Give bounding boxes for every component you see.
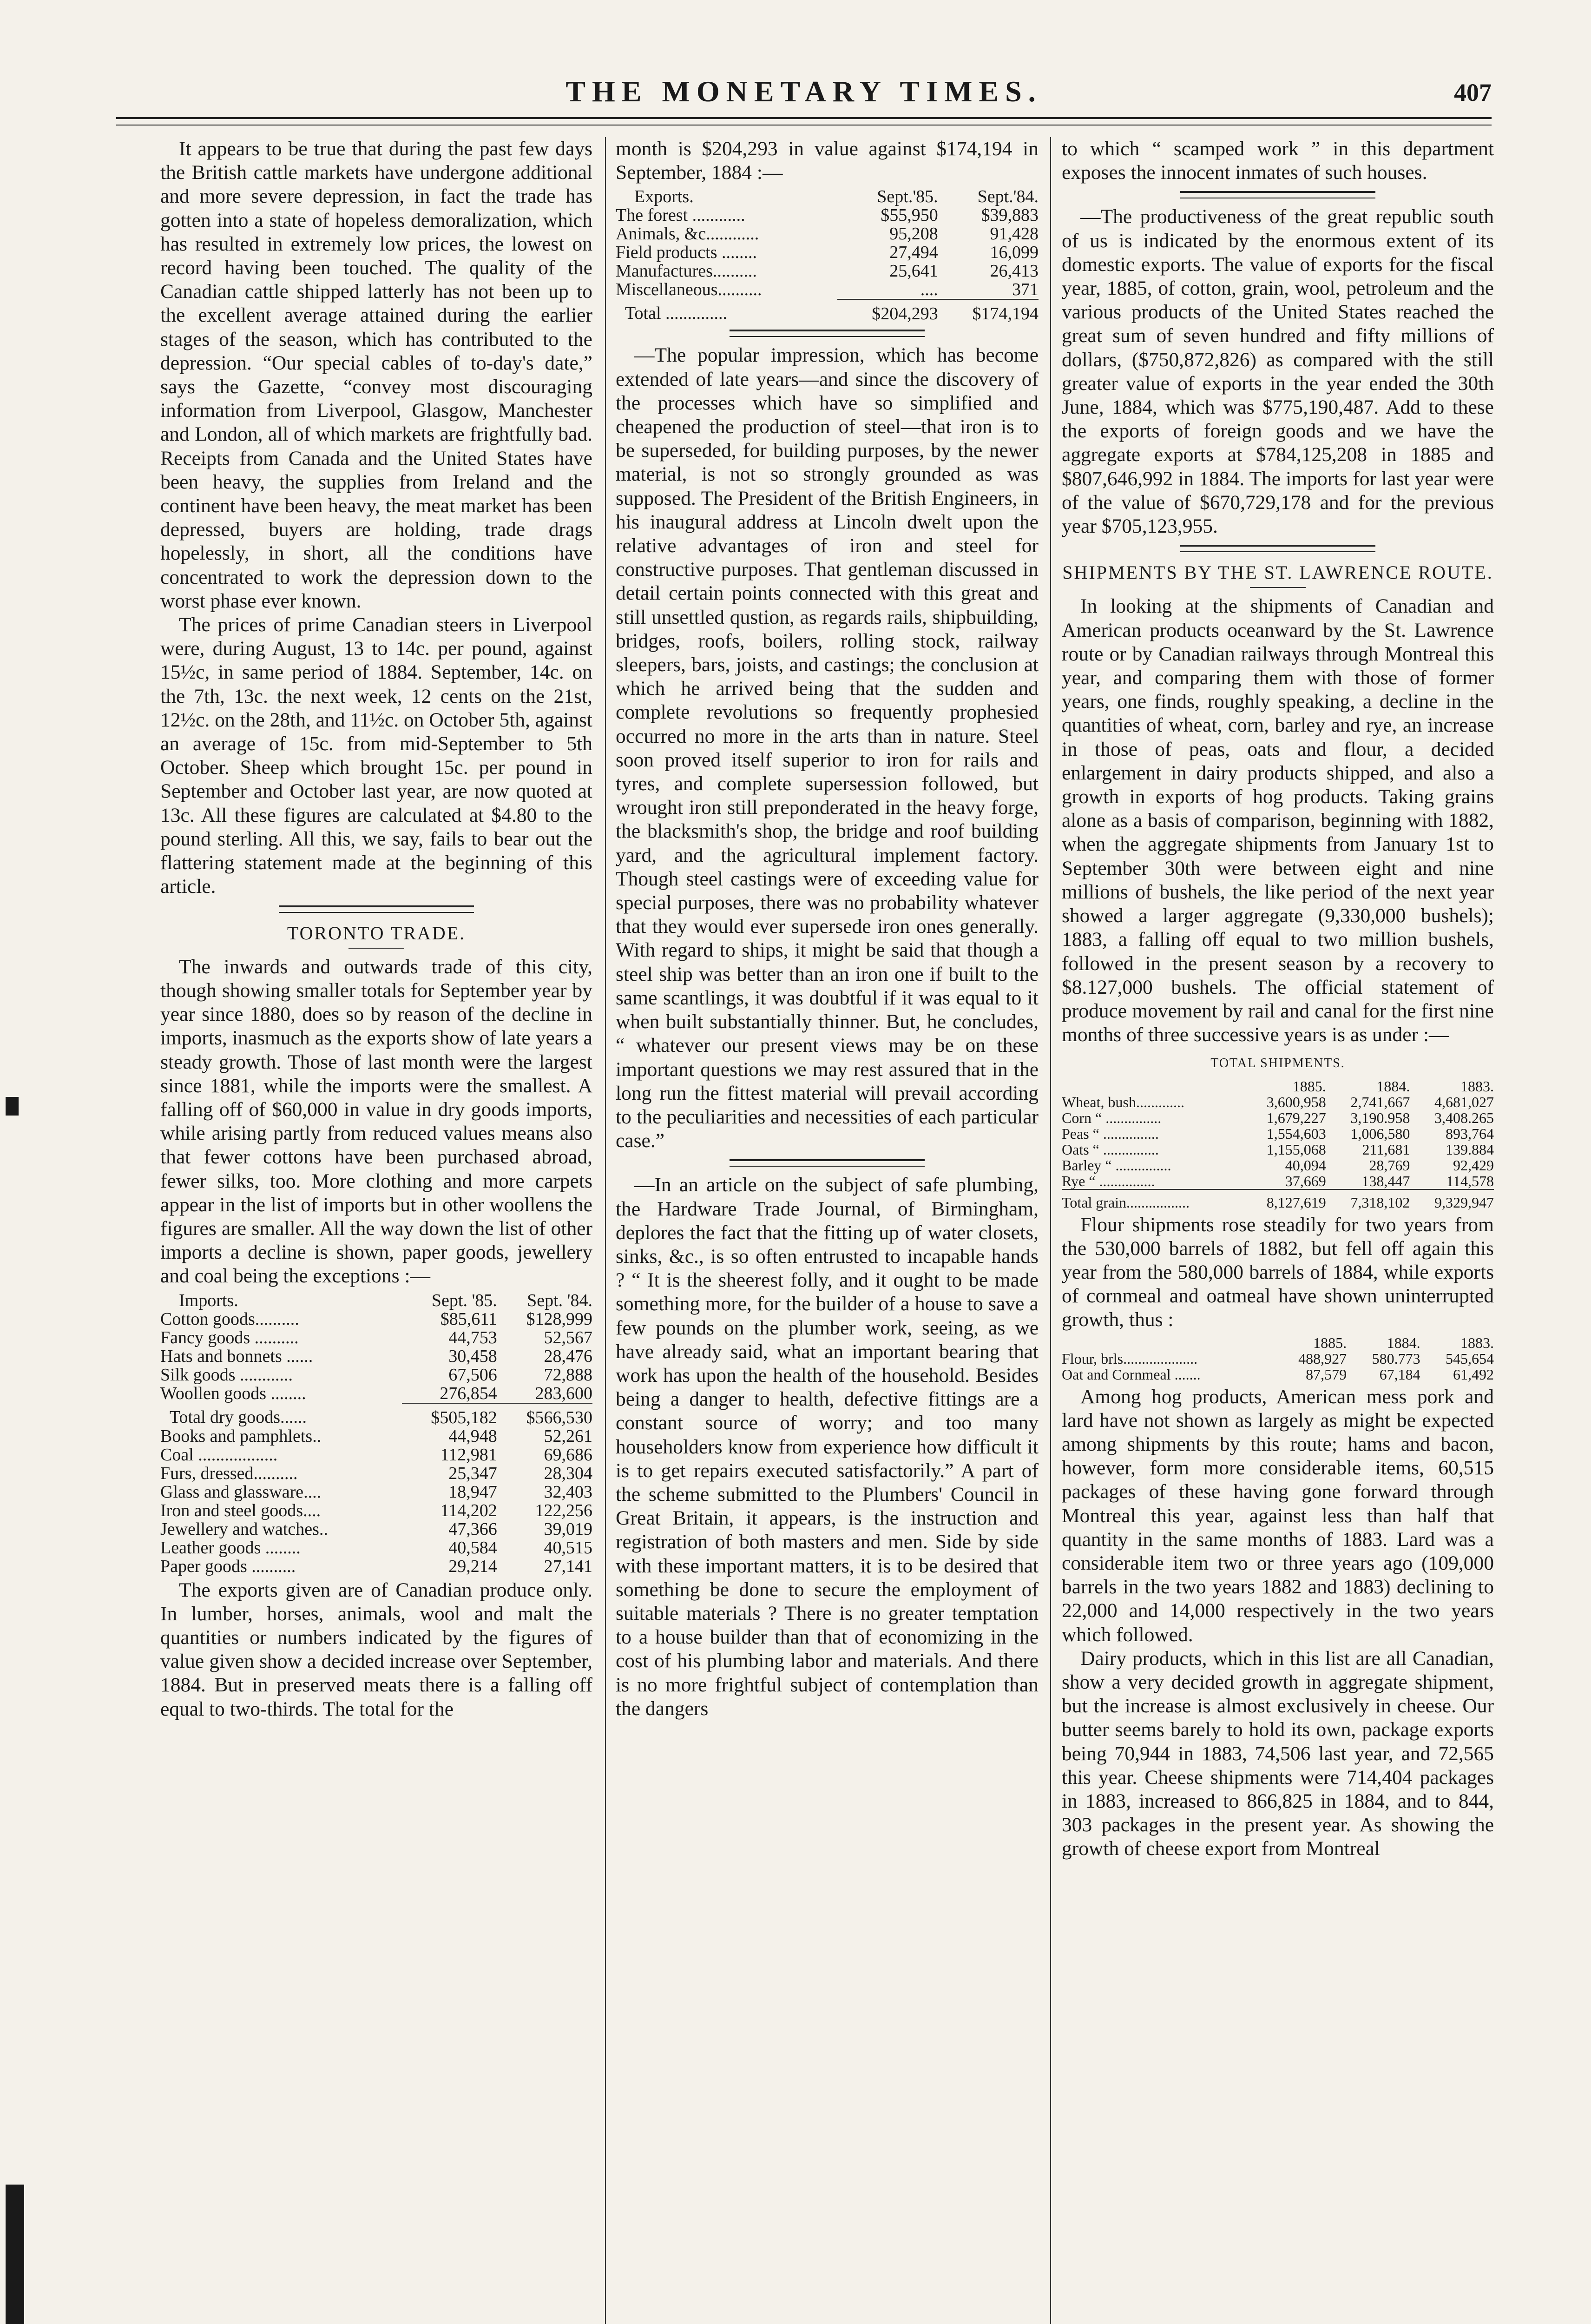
table-cell: 28,476 — [544, 1346, 592, 1366]
exports-table — [616, 187, 1039, 323]
toronto-trade-paragraph: The inwards and outwards trade of this city, though showing smaller totals for September year by year since 1880, does so by reason of the decline in imports, inasmuch as the exports show of late years a steady growth. Those of last month were the largest since 1881, while the imports were the smallest. A falling off of $60,000 in value in dry goods imports, while arising partly from reduced values means also that fewer cottons have been purchased abroad, fewer silks, too. More clothing and more carpets appear in the list of imports but in other woollens the figures are smaller. All the way down the list of other imports a decline is shown, paper goods, jewellery and coal being the exceptions :— — [160, 955, 592, 1287]
table-row — [160, 1520, 592, 1538]
table-row — [1062, 1367, 1494, 1382]
table-cell: 25,347 — [448, 1463, 497, 1483]
table-cell: $39,883 — [981, 205, 1039, 225]
table-cell: Oats “ ............... — [1062, 1141, 1159, 1158]
table-cell: 8,127,619 — [1242, 1189, 1326, 1210]
table-cell: Furs, dressed.......... — [160, 1463, 298, 1483]
table-cell: $128,999 — [526, 1309, 592, 1329]
section-divider — [279, 905, 474, 913]
table-cell: Total dry goods...... — [170, 1407, 307, 1427]
hog-products-paragraph: Among hog products, American mess pork and lard have not shown as largely as might be expected among shipments by this route; hams and bacon, however, form more considerable items, 60,515 packages of these having gone forward through Montreal this year, against less than half that quantity in the same months of 1883. Lard was a considerable item two or three years ago (109,000 barrels in the two years 1882 and 1883) declining to 22,000 and 14,000 respectively in the two years which followed. — [1062, 1385, 1494, 1646]
table-cell: 580.773 — [1372, 1350, 1420, 1367]
table-cell: Oat and Cornmeal ....... — [1062, 1366, 1201, 1383]
table-cell: Iron and steel goods.... — [160, 1500, 321, 1520]
table-cell: Flour, brls.................... — [1062, 1350, 1198, 1367]
table-cell: 3,600,958 — [1266, 1093, 1326, 1110]
table-cell: 122,256 — [535, 1500, 592, 1520]
table-cell: $85,611 — [440, 1309, 497, 1329]
flour-shipments-table — [1062, 1335, 1494, 1382]
st-lawrence-paragraph: In looking at the shipments of Canadian and American products oceanward by the St. Lawrence route or by Canadian railways through Montreal this year, and comparing them with those of former years, one finds, roughly speaking, a decline in the quantities of wheat, corn, barley and rye, an increase in those of peas, oats and flour, a decided enlargement in dairy products shipped, and also a growth in exports of hog products. Taking grains alone as a basis of comparison, beginning with 1882, when the aggregate shipments from January 1st to September 30th were between eight and nine millions of bushels, the like period of the next year showed a larger aggregate (9,330,000 bushels); 1883, a falling off equal to two million bushels, followed in the present season by a recovery to $8.127,000 bushels. The official statement of produce movement by rail and canal for the first nine months of three successive years is as under :— — [1062, 595, 1494, 1046]
table-row — [160, 1347, 592, 1366]
table-cell: Fancy goods .......... — [160, 1327, 299, 1347]
table-cell: Glass and glassware.... — [160, 1482, 322, 1502]
table-cell: 114,578 — [1446, 1172, 1494, 1189]
table-cell: 92,429 — [1453, 1156, 1494, 1174]
table-cell: 28,769 — [1369, 1156, 1410, 1174]
table-row — [616, 243, 1039, 262]
table-cell: 276,854 — [440, 1383, 497, 1403]
table-cell: 27,141 — [544, 1556, 592, 1576]
table-row — [1062, 1157, 1494, 1173]
table-cell: Books and pamphlets.. — [160, 1426, 322, 1446]
table-header-row — [616, 187, 1039, 206]
table-cell: 18,947 — [448, 1482, 497, 1502]
table-cell: Wheat, bush............. — [1062, 1093, 1184, 1110]
table-cell: Animals, &c............ — [616, 224, 759, 244]
table-cell: 28,304 — [544, 1463, 592, 1483]
table-cell: 16,099 — [990, 243, 1039, 263]
table-cell: 32,403 — [544, 1482, 592, 1502]
section-heading: TORONTO TRADE. — [287, 922, 466, 944]
table-cell: Leather goods ........ — [160, 1538, 301, 1558]
table-cell: 44,753 — [448, 1327, 497, 1347]
table-row — [160, 1328, 592, 1347]
table-cell: $55,950 — [881, 205, 938, 225]
table-total-row — [1062, 1189, 1494, 1210]
table-cell: 69,686 — [544, 1445, 592, 1465]
column-header: Sept.'84. — [977, 187, 1039, 207]
margin-mark — [6, 2185, 24, 2324]
table-cell: 25,641 — [889, 261, 938, 281]
table-row — [616, 262, 1039, 280]
table-cell: Coal .................. — [160, 1445, 278, 1465]
table-cell: .... — [920, 280, 938, 300]
table-cell: 40,584 — [448, 1538, 497, 1558]
table-header-row — [1062, 1078, 1494, 1094]
table-cell: Rye “ ............... — [1062, 1172, 1155, 1189]
exports-intro-paragraph: The exports given are of Canadian produce only. In lumber, horses, animals, wool and malt the quantities or numbers indicated by the figures of value given show a decided increase over September, 1884. But in preserved meats there is a falling off equal to two-thirds. The total for the — [160, 1578, 592, 1720]
us-exports-paragraph: —The productiveness of the great republic south of us is indicated by the enormous extent of its domestic exports. The value of exports for the fiscal year, 1885, of cotton, grain, wool, petroleum and the various products of the United States reached the great sum of seven hundred and fifty millions of dollars, ($750,872,826) as compared with the still greater value of exports in the year ended the 30th June, 1884, which was $775,190,487. Add to these the exports of foreign goods and we have the aggregate exports at $784,125,208 in 1885 and $807,646,992 in 1884. The imports for last year were of the value of $670,729,178 and for the previous year $705,123,955. — [1062, 205, 1494, 538]
section-divider — [1180, 545, 1375, 552]
table-cell: 9,329,947 — [1410, 1189, 1494, 1210]
column-header: 1883. — [1460, 1334, 1494, 1351]
table-cell: 67,184 — [1379, 1366, 1420, 1383]
table-cell: 211,681 — [1362, 1141, 1410, 1158]
table-cell: Barley “ ............... — [1062, 1156, 1171, 1174]
table-cell: 283,600 — [535, 1383, 592, 1403]
table-cell: 67,506 — [448, 1365, 497, 1385]
table-header-row — [160, 1291, 592, 1310]
table-cell: 30,458 — [448, 1346, 497, 1366]
table-row — [1062, 1110, 1494, 1126]
column-header: 1883. — [1460, 1077, 1494, 1095]
column-header: 1885. — [1292, 1077, 1326, 1095]
table-cell: Manufactures.......... — [616, 261, 757, 281]
table-cell: 7,318,102 — [1326, 1189, 1410, 1210]
table-row — [160, 1483, 592, 1501]
table-cell: 61,492 — [1453, 1366, 1494, 1383]
column-header: Sept. '84. — [527, 1290, 592, 1310]
table-cell: 3,408.265 — [1434, 1109, 1494, 1126]
table-cell: 52,567 — [544, 1327, 592, 1347]
column-header: 1884. — [1387, 1334, 1420, 1351]
table-cell: Total .............. — [625, 304, 728, 324]
table-cell: Jewellery and watches.. — [160, 1519, 328, 1539]
page-number: 407 — [1454, 79, 1492, 106]
table-cell: Woollen goods ........ — [160, 1383, 306, 1403]
column-header: Exports. — [634, 187, 694, 207]
masthead — [116, 70, 1492, 116]
table-row — [160, 1366, 592, 1384]
table-row — [1062, 1126, 1494, 1142]
table-cell: Peas “ ............... — [1062, 1125, 1159, 1142]
table-cell: 39,019 — [544, 1519, 592, 1539]
table-cell: 114,202 — [440, 1500, 497, 1520]
section-divider — [730, 330, 925, 337]
table-total-row — [160, 1403, 592, 1427]
table-row — [160, 1384, 592, 1403]
table-row — [1062, 1142, 1494, 1157]
table-cell: Silk goods ............ — [160, 1365, 293, 1385]
table-cell: 29,214 — [448, 1556, 497, 1576]
table-caption: TOTAL SHIPMENTS. — [1210, 1056, 1345, 1071]
table-cell: 1,554,603 — [1266, 1125, 1326, 1142]
table-cell: 893,764 — [1446, 1125, 1494, 1142]
table-cell: 26,413 — [990, 261, 1039, 281]
table-cell: Hats and bonnets ...... — [160, 1346, 313, 1366]
column-2 — [616, 137, 1039, 2324]
table-cell: 139.884 — [1446, 1141, 1494, 1158]
margin-mark — [6, 1097, 19, 1116]
flour-paragraph: Flour shipments rose steadily for two years from the 530,000 barrels of 1882, but fell off again this year from the 580,000 barrels of 1884, while exports of cornmeal and oatmeal have shown uninterrupted growth, thus : — [1062, 1213, 1494, 1331]
plumbing-paragraph: —In an article on the subject of safe plumbing, the Hardware Trade Journal, of Birmingham, deplores the fact that the fitting up of water closets, sinks, &c., is so often entrusted to incapable hands ? “ It is the sheerest folly, and it ought to be made something more, for the builder of a house to save a few pounds on the plumber work, seeing, as we have already said, what an important bearing that work has upon the health of the household. Besides being a danger to health, defective fittings are a constant source of worry; and too many householders know from experience how difficult it is to get repairs executed satisfactorily.” A part of the scheme submitted to the Plumbers' Council in Great Britain, it appears, is the instruction and registration of both masters and men. Side by side with these important matters, it is to be desired that something be done to secure the employment of suitable materials ? There is no greater temptation to a house builder than that of economizing in the cost of his plumbing labor and materials. And there is no more frightful subject of contemplation than the dangers — [616, 1174, 1039, 1720]
table-cell: Miscellaneous.......... — [616, 280, 762, 300]
table-row — [160, 1501, 592, 1520]
table-cell: 47,366 — [448, 1519, 497, 1539]
table-cell: 488,927 — [1298, 1350, 1347, 1367]
heading-rule — [1250, 587, 1306, 588]
table-cell: 138,447 — [1361, 1172, 1410, 1189]
imports-table — [160, 1291, 592, 1576]
table-cell: Corn “ ............... — [1062, 1109, 1162, 1126]
section-heading: SHIPMENTS BY THE ST. LAWRENCE ROUTE. — [1062, 562, 1493, 583]
table-row — [160, 1557, 592, 1576]
table-cell: 112,981 — [440, 1445, 497, 1465]
table-row — [1062, 1094, 1494, 1110]
table-cell: 2,741,667 — [1350, 1093, 1410, 1110]
table-row — [160, 1446, 592, 1464]
heading-rule — [348, 948, 404, 949]
table-cell: 37,669 — [1285, 1172, 1326, 1189]
table-row — [160, 1427, 592, 1446]
table-cell: 95,208 — [889, 224, 938, 244]
table-cell: $566,530 — [497, 1403, 592, 1427]
table-row — [616, 224, 1039, 243]
column-header: Imports. — [179, 1290, 238, 1310]
steer-prices-paragraph: The prices of prime Canadian steers in Liverpool were, during August, 13 to 14c. per pound, against 15½c, in same period of 1884. September, 14c. on the 7th, 13c. the next week, 12 cents on the 21st, 12½c. on the 28th, and 11½c. on October 5th, against an average of 15c. from mid-September to 5th October. Sheep which brought 15c. per pound in September and October last year, are now quoted at 13c. All these figures are calculated at $4.80 to the pound sterling. All this, we say, fails to bear out the flattering statement made at the beginning of this article. — [160, 614, 592, 898]
table-row — [1062, 1351, 1494, 1367]
table-cell: Total grain................. — [1062, 1189, 1242, 1210]
table-cell: 1,006,580 — [1350, 1125, 1410, 1142]
table-cell: $174,194 — [938, 299, 1039, 323]
cattle-markets-paragraph: It appears to be true that during the past few days the British cattle markets have undergone additional and more severe depression, in fact the trade has gotten into a state of hopeless demoralization, which has resulted in extremely low prices, the lowest on record having been touched. The quality of the Canadian cattle shipped latterly has not been up to the excellent average attained during the earlier stages of the season, which has contributed to the depression. “Our special cables of to-day's date,” says the Gazette, “convey most discouraging information from Liverpool, Glasgow, Manchester and London, all of which markets are frightfully bad. Receipts from Canada and the United States have been heavy, the supplies from Ireland and the continent have been heavy, the meat market has been depressed, buyers are holding, trade drags hopelessly, in short, all the conditions have concentrated to work the depression down to the worst phase ever known. — [160, 138, 592, 612]
table-cell: 40,094 — [1285, 1156, 1326, 1174]
table-row — [616, 206, 1039, 224]
table-cell: The forest ............ — [616, 205, 745, 225]
column-header: Sept.'85. — [877, 187, 938, 207]
table-cell: 27,494 — [889, 243, 938, 263]
table-cell: 371 — [1012, 280, 1039, 300]
column-header — [1062, 1335, 1273, 1351]
table-cell: $505,182 — [402, 1403, 497, 1427]
table-cell: Paper goods .......... — [160, 1556, 296, 1576]
table-cell: 3,190.958 — [1350, 1109, 1410, 1126]
table-cell: 545,654 — [1446, 1350, 1494, 1367]
column-header — [1062, 1078, 1242, 1094]
table-row — [160, 1310, 592, 1328]
table-cell: 40,515 — [544, 1538, 592, 1558]
column-header: 1884. — [1376, 1077, 1410, 1095]
table-row — [1062, 1173, 1494, 1189]
section-divider — [730, 1159, 925, 1167]
table-row — [616, 280, 1039, 299]
column-header: Sept. '85. — [431, 1290, 497, 1310]
column-divider — [605, 137, 606, 2324]
publication-title: THE MONETARY TIMES. — [565, 75, 1042, 108]
table-cell: 4,681,027 — [1434, 1093, 1494, 1110]
iron-steel-paragraph: —The popular impression, which has become extended of late years—and since the discovery of the processes which have so simplified and cheapened the production of steel—that iron is to be superseded, for building purposes, by the newer material, is not so strongly grounded as was supposed. The President of the British Engineers, in his inaugural address at Lincoln dwelt upon the relative advantages of iron and steel for constructive purposes. That gentleman discussed in detail certain points connected with this great and still unsettled qustion, as regards rails, shipbuilding, bridges, roofs, boilers, rolling stock, railway sleepers, bars, joists, and castings; the conclusion at which he arrived being that the sudden and complete revolutions so frequently prophesied occurred no more in the arts than in nature. Steel soon proved itself superior to iron for rails and tyres, and complete supersession followed, but wrought iron still preponderated in the heavy forge, the blacksmith's shop, the bridge and roof building yard, and the agricultural implement factory. Though steel castings were of exceeding value for special purposes, there was no probability whatever that they would ever supersede iron ones generally. With regard to ships, it might be said that though a steel ship was better than an iron one if built to the same scantlings, it was doubtful if it was equal to it when built substantially thinner. But, he concludes, “ whatever our present views may be on these important questions we may rest assured that in the long run the fittest material will prevail according to the peculiarities and necessities of each particular case.” — [616, 344, 1039, 1152]
table-cell: 87,579 — [1306, 1366, 1347, 1383]
table-cell: 72,888 — [544, 1365, 592, 1385]
continued-paragraph: to which “ scamped work ” in this department exposes the innocent inmates of such houses. — [1062, 138, 1494, 184]
header-rule — [116, 117, 1492, 119]
column-3 — [1062, 137, 1494, 2324]
table-cell: 52,261 — [544, 1426, 592, 1446]
continued-paragraph: month is $204,293 in value against $174,194 in September, 1884 :— — [616, 138, 1039, 184]
table-row — [160, 1464, 592, 1483]
dairy-products-paragraph: Dairy products, which in this list are all Canadian, show a very decided growth in aggregate shipment, but the increase is almost exclusively in cheese. Our butter seems barely to hold its own, package exports being 70,944 in 1883, 74,506 last year, and 72,565 this year. Cheese shipments were 714,404 packages in 1883, increased to 866,825 in 1884, and to 844, 303 packages in the present year. As showing the growth of cheese export from Montreal — [1062, 1647, 1494, 1860]
table-cell: 91,428 — [990, 224, 1039, 244]
grain-shipments-table — [1062, 1078, 1494, 1210]
table-total-row — [616, 299, 1039, 323]
section-divider — [1180, 191, 1375, 198]
table-cell: 1,679,227 — [1266, 1109, 1326, 1126]
column-header: 1885. — [1313, 1334, 1347, 1351]
table-cell: 1,155,068 — [1266, 1141, 1326, 1158]
table-cell: $204,293 — [837, 299, 938, 323]
table-row — [160, 1538, 592, 1557]
table-cell: Cotton goods.......... — [160, 1309, 299, 1329]
column-1 — [160, 137, 592, 2324]
column-divider — [1050, 137, 1051, 2324]
table-cell: 44,948 — [448, 1426, 497, 1446]
table-header-row — [1062, 1335, 1494, 1351]
table-cell: Field products ........ — [616, 243, 757, 263]
